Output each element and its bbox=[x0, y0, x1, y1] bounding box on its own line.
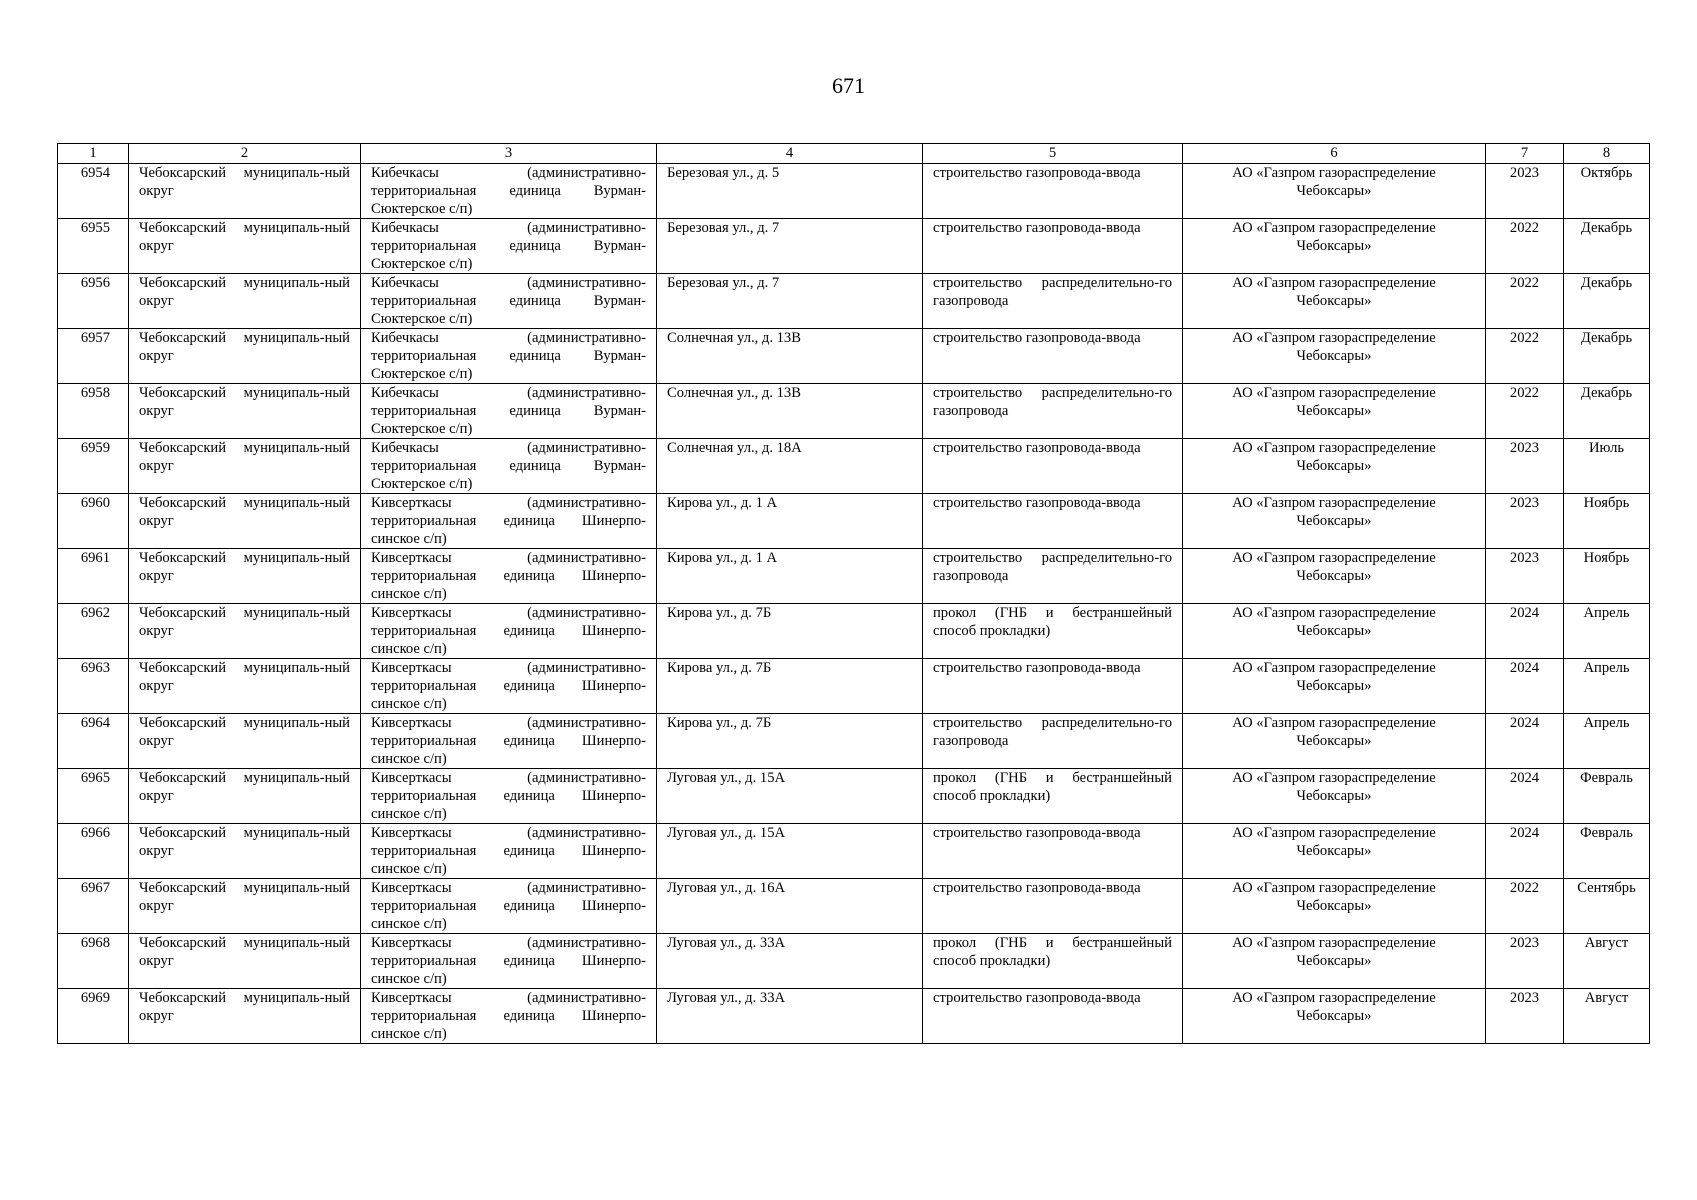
district-cell: Чебоксарский муниципаль-ный округ bbox=[129, 934, 361, 989]
table-row bbox=[58, 219, 1650, 274]
row-number: 6961 bbox=[58, 549, 129, 604]
year-cell: 2023 bbox=[1486, 439, 1564, 494]
year-cell: 2022 bbox=[1486, 384, 1564, 439]
row-number: 6959 bbox=[58, 439, 129, 494]
table-row bbox=[58, 329, 1650, 384]
work-type-cell: строительство распределительно-го газопровода bbox=[923, 714, 1183, 769]
column-header: 8 bbox=[1564, 144, 1650, 164]
column-header: 5 bbox=[923, 144, 1183, 164]
month-cell: Апрель bbox=[1564, 604, 1650, 659]
organization-cell: АО «Газпром газораспределение Чебоксары» bbox=[1183, 934, 1486, 989]
settlement-cell: Кивсерткасы (административно-территориальная единица Шинерпо-синское с/п) bbox=[361, 879, 657, 934]
work-type-cell: строительство газопровода-ввода bbox=[923, 329, 1183, 384]
organization-cell: АО «Газпром газораспределение Чебоксары» bbox=[1183, 384, 1486, 439]
address-cell: Луговая ул., д. 33А bbox=[657, 934, 923, 989]
row-number: 6956 bbox=[58, 274, 129, 329]
district-cell: Чебоксарский муниципаль-ный округ bbox=[129, 329, 361, 384]
district-cell: Чебоксарский муниципаль-ный округ bbox=[129, 549, 361, 604]
work-type-cell: прокол (ГНБ и бестраншейный способ прокладки) bbox=[923, 769, 1183, 824]
work-type-cell: строительство газопровода-ввода bbox=[923, 824, 1183, 879]
month-cell: Октябрь bbox=[1564, 164, 1650, 219]
district-cell: Чебоксарский муниципаль-ный округ bbox=[129, 989, 361, 1044]
district-cell: Чебоксарский муниципаль-ный округ bbox=[129, 384, 361, 439]
year-cell: 2022 bbox=[1486, 219, 1564, 274]
row-number: 6965 bbox=[58, 769, 129, 824]
work-type-cell: строительство газопровода-ввода bbox=[923, 989, 1183, 1044]
row-number: 6963 bbox=[58, 659, 129, 714]
row-number: 6966 bbox=[58, 824, 129, 879]
district-cell: Чебоксарский муниципаль-ный округ bbox=[129, 659, 361, 714]
organization-cell: АО «Газпром газораспределение Чебоксары» bbox=[1183, 989, 1486, 1044]
address-cell: Луговая ул., д. 15А bbox=[657, 824, 923, 879]
settlement-cell: Кибечкасы (административно-территориальная единица Вурман-Сюктерское с/п) bbox=[361, 164, 657, 219]
settlement-cell: Кивсерткасы (административно-территориальная единица Шинерпо-синское с/п) bbox=[361, 989, 657, 1044]
district-cell: Чебоксарский муниципаль-ный округ bbox=[129, 769, 361, 824]
row-number: 6962 bbox=[58, 604, 129, 659]
page-number: 671 bbox=[832, 73, 865, 98]
table-row bbox=[58, 769, 1650, 824]
column-header: 2 bbox=[129, 144, 361, 164]
district-cell: Чебоксарский муниципаль-ный округ bbox=[129, 439, 361, 494]
month-cell: Апрель bbox=[1564, 714, 1650, 769]
district-cell: Чебоксарский муниципаль-ный округ bbox=[129, 879, 361, 934]
settlement-cell: Кибечкасы (административно-территориальная единица Вурман-Сюктерское с/п) bbox=[361, 329, 657, 384]
settlement-cell: Кибечкасы (административно-территориальная единица Вурман-Сюктерское с/п) bbox=[361, 219, 657, 274]
district-cell: Чебоксарский муниципаль-ный округ bbox=[129, 824, 361, 879]
year-cell: 2024 bbox=[1486, 659, 1564, 714]
address-cell: Кирова ул., д. 7Б bbox=[657, 714, 923, 769]
row-number: 6957 bbox=[58, 329, 129, 384]
table-row bbox=[58, 714, 1650, 769]
work-type-cell: прокол (ГНБ и бестраншейный способ прокладки) bbox=[923, 604, 1183, 659]
work-type-cell: прокол (ГНБ и бестраншейный способ прокладки) bbox=[923, 934, 1183, 989]
data-table bbox=[57, 143, 1650, 1044]
column-header: 6 bbox=[1183, 144, 1486, 164]
settlement-cell: Кивсерткасы (административно-территориальная единица Шинерпо-синское с/п) bbox=[361, 714, 657, 769]
address-cell: Кирова ул., д. 7Б bbox=[657, 604, 923, 659]
settlement-cell: Кибечкасы (административно-территориальная единица Вурман-Сюктерское с/п) bbox=[361, 384, 657, 439]
year-cell: 2022 bbox=[1486, 329, 1564, 384]
table-row bbox=[58, 274, 1650, 329]
year-cell: 2023 bbox=[1486, 989, 1564, 1044]
month-cell: Ноябрь bbox=[1564, 549, 1650, 604]
header-row bbox=[58, 144, 1650, 164]
table-row bbox=[58, 384, 1650, 439]
organization-cell: АО «Газпром газораспределение Чебоксары» bbox=[1183, 659, 1486, 714]
month-cell: Декабрь bbox=[1564, 274, 1650, 329]
table-row bbox=[58, 824, 1650, 879]
table-row bbox=[58, 439, 1650, 494]
work-type-cell: строительство газопровода-ввода bbox=[923, 659, 1183, 714]
column-header: 7 bbox=[1486, 144, 1564, 164]
year-cell: 2023 bbox=[1486, 549, 1564, 604]
organization-cell: АО «Газпром газораспределение Чебоксары» bbox=[1183, 604, 1486, 659]
address-cell: Солнечная ул., д. 18А bbox=[657, 439, 923, 494]
work-type-cell: строительство распределительно-го газопровода bbox=[923, 274, 1183, 329]
settlement-cell: Кибечкасы (административно-территориальная единица Вурман-Сюктерское с/п) bbox=[361, 274, 657, 329]
organization-cell: АО «Газпром газораспределение Чебоксары» bbox=[1183, 494, 1486, 549]
month-cell: Август bbox=[1564, 934, 1650, 989]
row-number: 6967 bbox=[58, 879, 129, 934]
table-row bbox=[58, 604, 1650, 659]
table-row bbox=[58, 659, 1650, 714]
work-type-cell: строительство газопровода-ввода bbox=[923, 439, 1183, 494]
column-header: 4 bbox=[657, 144, 923, 164]
settlement-cell: Кивсерткасы (административно-территориальная единица Шинерпо-синское с/п) bbox=[361, 604, 657, 659]
organization-cell: АО «Газпром газораспределение Чебоксары» bbox=[1183, 824, 1486, 879]
address-cell: Березовая ул., д. 5 bbox=[657, 164, 923, 219]
row-number: 6964 bbox=[58, 714, 129, 769]
work-type-cell: строительство распределительно-го газопровода bbox=[923, 384, 1183, 439]
settlement-cell: Кивсерткасы (административно-территориальная единица Шинерпо-синское с/п) bbox=[361, 659, 657, 714]
year-cell: 2024 bbox=[1486, 714, 1564, 769]
address-cell: Солнечная ул., д. 13В bbox=[657, 329, 923, 384]
settlement-cell: Кивсерткасы (административно-территориальная единица Шинерпо-синское с/п) bbox=[361, 549, 657, 604]
district-cell: Чебоксарский муниципаль-ный округ bbox=[129, 219, 361, 274]
month-cell: Декабрь bbox=[1564, 219, 1650, 274]
row-number: 6954 bbox=[58, 164, 129, 219]
row-number: 6960 bbox=[58, 494, 129, 549]
year-cell: 2024 bbox=[1486, 604, 1564, 659]
table-row bbox=[58, 549, 1650, 604]
address-cell: Кирова ул., д. 7Б bbox=[657, 659, 923, 714]
month-cell: Июль bbox=[1564, 439, 1650, 494]
column-header: 3 bbox=[361, 144, 657, 164]
year-cell: 2023 bbox=[1486, 164, 1564, 219]
work-type-cell: строительство газопровода-ввода bbox=[923, 879, 1183, 934]
district-cell: Чебоксарский муниципаль-ный округ bbox=[129, 604, 361, 659]
row-number: 6958 bbox=[58, 384, 129, 439]
work-type-cell: строительство газопровода-ввода bbox=[923, 164, 1183, 219]
table-row bbox=[58, 879, 1650, 934]
organization-cell: АО «Газпром газораспределение Чебоксары» bbox=[1183, 714, 1486, 769]
table-row bbox=[58, 164, 1650, 219]
year-cell: 2023 bbox=[1486, 494, 1564, 549]
year-cell: 2024 bbox=[1486, 769, 1564, 824]
organization-cell: АО «Газпром газораспределение Чебоксары» bbox=[1183, 329, 1486, 384]
district-cell: Чебоксарский муниципаль-ный округ bbox=[129, 494, 361, 549]
month-cell: Февраль bbox=[1564, 824, 1650, 879]
year-cell: 2022 bbox=[1486, 274, 1564, 329]
settlement-cell: Кивсерткасы (административно-территориальная единица Шинерпо-синское с/п) bbox=[361, 824, 657, 879]
organization-cell: АО «Газпром газораспределение Чебоксары» bbox=[1183, 219, 1486, 274]
district-cell: Чебоксарский муниципаль-ный округ bbox=[129, 274, 361, 329]
table-body bbox=[58, 164, 1650, 1044]
row-number: 6969 bbox=[58, 989, 129, 1044]
settlement-cell: Кивсерткасы (административно-территориальная единица Шинерпо-синское с/п) bbox=[361, 769, 657, 824]
address-cell: Кирова ул., д. 1 А bbox=[657, 549, 923, 604]
organization-cell: АО «Газпром газораспределение Чебоксары» bbox=[1183, 439, 1486, 494]
table-row bbox=[58, 989, 1650, 1044]
table-row bbox=[58, 494, 1650, 549]
organization-cell: АО «Газпром газораспределение Чебоксары» bbox=[1183, 274, 1486, 329]
address-cell: Луговая ул., д. 15А bbox=[657, 769, 923, 824]
district-cell: Чебоксарский муниципаль-ный округ bbox=[129, 164, 361, 219]
month-cell: Сентябрь bbox=[1564, 879, 1650, 934]
organization-cell: АО «Газпром газораспределение Чебоксары» bbox=[1183, 769, 1486, 824]
settlement-cell: Кибечкасы (административно-территориальная единица Вурман-Сюктерское с/п) bbox=[361, 439, 657, 494]
address-cell: Солнечная ул., д. 13В bbox=[657, 384, 923, 439]
organization-cell: АО «Газпром газораспределение Чебоксары» bbox=[1183, 549, 1486, 604]
column-header: 1 bbox=[58, 144, 129, 164]
year-cell: 2022 bbox=[1486, 879, 1564, 934]
address-cell: Кирова ул., д. 1 А bbox=[657, 494, 923, 549]
address-cell: Луговая ул., д. 33А bbox=[657, 989, 923, 1044]
year-cell: 2023 bbox=[1486, 934, 1564, 989]
row-number: 6955 bbox=[58, 219, 129, 274]
organization-cell: АО «Газпром газораспределение Чебоксары» bbox=[1183, 879, 1486, 934]
work-type-cell: строительство газопровода-ввода bbox=[923, 219, 1183, 274]
work-type-cell: строительство распределительно-го газопровода bbox=[923, 549, 1183, 604]
address-cell: Березовая ул., д. 7 bbox=[657, 219, 923, 274]
row-number: 6968 bbox=[58, 934, 129, 989]
address-cell: Луговая ул., д. 16А bbox=[657, 879, 923, 934]
work-type-cell: строительство газопровода-ввода bbox=[923, 494, 1183, 549]
address-cell: Березовая ул., д. 7 bbox=[657, 274, 923, 329]
year-cell: 2024 bbox=[1486, 824, 1564, 879]
month-cell: Февраль bbox=[1564, 769, 1650, 824]
table-row bbox=[58, 934, 1650, 989]
month-cell: Апрель bbox=[1564, 659, 1650, 714]
month-cell: Август bbox=[1564, 989, 1650, 1044]
month-cell: Декабрь bbox=[1564, 329, 1650, 384]
settlement-cell: Кивсерткасы (административно-территориальная единица Шинерпо-синское с/п) bbox=[361, 494, 657, 549]
month-cell: Ноябрь bbox=[1564, 494, 1650, 549]
district-cell: Чебоксарский муниципаль-ный округ bbox=[129, 714, 361, 769]
organization-cell: АО «Газпром газораспределение Чебоксары» bbox=[1183, 164, 1486, 219]
month-cell: Декабрь bbox=[1564, 384, 1650, 439]
settlement-cell: Кивсерткасы (административно-территориальная единица Шинерпо-синское с/п) bbox=[361, 934, 657, 989]
